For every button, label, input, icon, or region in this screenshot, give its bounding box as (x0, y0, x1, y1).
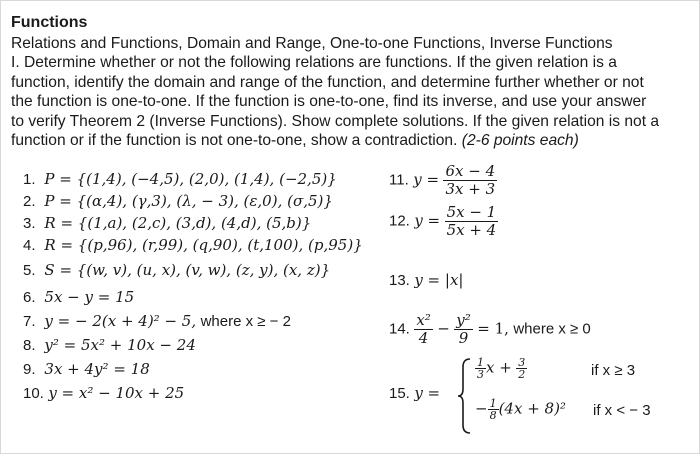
problem-2: 2. P = {(α,4), (γ,3), (λ, − 3), (ε,0), (σ,5)} (23, 192, 333, 210)
problem-5: 5. S = {(w, v), (u, x), (v, w), (z, y), (x, z)} (23, 261, 331, 279)
instruction-line: I. Determine whether or not the following relations are functions. If the given relation is a (11, 54, 617, 72)
piecewise-case-1: $\frac{1}{3}$ x + $\frac{3}{2}$ (477, 356, 526, 381)
instruction-line: function or if the function is not one-to-one, show a contradiction. (2-6 points each) (11, 132, 579, 150)
fraction: $\frac{1}{8}$ (489, 397, 497, 422)
problem-11: 11. y = $\frac{6x - 4}{3x + 3}$ (389, 162, 496, 198)
problem-10: 10. y = x² − 10x + 25 (23, 384, 185, 402)
problem-1: 1. P = {(1,4), (−4,5), (2,0), (1,4), (−2,5)} (23, 170, 337, 188)
problem-12: 12. y = $\frac{5x - 1}{5x + 4}$ (389, 203, 497, 239)
instruction-line: the function is one-to-one. If the function is one-to-one, find its inverse, and use your answer (11, 93, 647, 111)
points-note: (2-6 points each) (461, 132, 579, 150)
fraction: $\frac{3}{2}$ (518, 356, 526, 381)
problem-8: 8. y² = 5x² + 10x − 24 (23, 336, 196, 354)
instructions (11, 34, 700, 150)
instruction-line: Relations and Functions, Domain and Range, One-to-one Functions, Inverse Functions (11, 35, 613, 52)
problem-14: 14. $\frac{\text{x²}}{4}$ − $\frac{\text{y²}}{9}$ = 1, where x ≥ 0 (389, 311, 591, 347)
problem-13: 13. y = |x| (389, 271, 464, 289)
piecewise-condition-1: if x ≥ 3 (591, 362, 636, 379)
problem-7: 7. y = − 2(x + 4)² − 5, where x ≥ − 2 (23, 312, 291, 330)
problem-15-label: 15. y = (389, 384, 441, 402)
problem-9: 9. 3x + 4y² = 18 (23, 360, 150, 378)
page-title: Functions (11, 14, 88, 31)
left-brace (457, 357, 473, 435)
instruction-line: to verify Theorem 2 (Inverse Functions). Show complete solutions. If the given relation is not a (11, 112, 660, 130)
fraction: $\frac{\text{x²}}{4}$ (416, 311, 431, 347)
problem-6: 6. 5x − y = 15 (23, 288, 135, 306)
fraction: $\frac{1}{3}$ (477, 356, 484, 381)
fraction: $\frac{6x - 4}{3x + 3}$ (445, 162, 496, 198)
problem-3: 3. R = {(1,a), (2,c), (3,d), (4,d), (5,b)} (23, 214, 312, 232)
piecewise-condition-2: if x < − 3 (593, 402, 651, 419)
piecewise-case-2: − $\frac{1}{8}$ (4x + 8)² (475, 397, 566, 422)
problem-4: 4. R = {(p,96), (r,99), (q,90), (t,100), (p,95)} (23, 236, 363, 254)
fraction: $\frac{\text{y²}}{9}$ (456, 311, 471, 347)
fraction: $\frac{5x - 1}{5x + 4}$ (446, 203, 497, 239)
instruction-line: function, identify the domain and range of the function, and determine further whether or not (11, 73, 644, 91)
